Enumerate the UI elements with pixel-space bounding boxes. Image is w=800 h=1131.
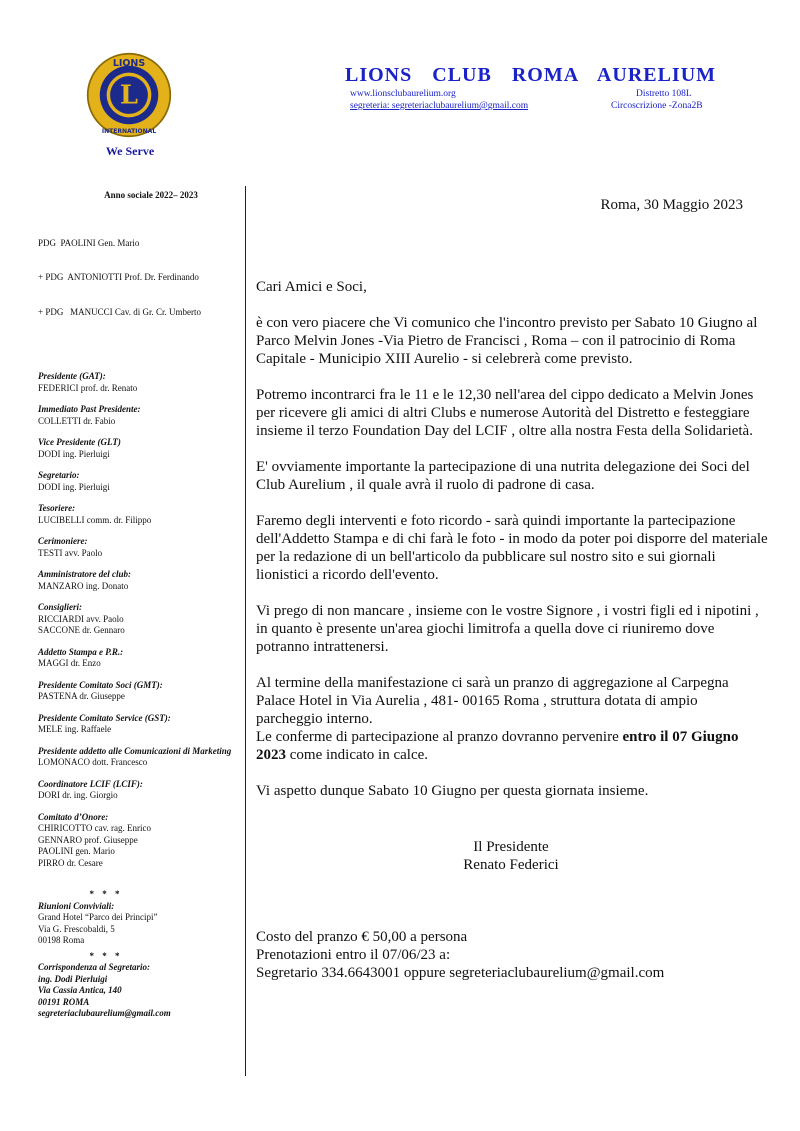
- logo-letter: L: [119, 80, 139, 111]
- letter-body: [256, 196, 768, 982]
- role-title: Tesoriere:: [38, 503, 76, 513]
- role-member: LUCIBELLI comm. dr. Filippo: [38, 514, 152, 525]
- riunioni-line: 00198 Roma: [38, 935, 85, 945]
- website-link[interactable]: www.lionsclubaurelium.org: [350, 89, 456, 99]
- role-block: [38, 470, 244, 493]
- role-title: Presidente Comitato Soci (GMT):: [38, 679, 163, 690]
- role-title: Segretario:: [38, 470, 80, 480]
- confirmation-deadline: entro il 07 Giugno 2023: [256, 729, 739, 763]
- email-link[interactable]: segreteria: segreteriaclubaurelium@gmail.com: [350, 101, 529, 111]
- role-member: SACCONE dr. Gennaro: [38, 625, 125, 635]
- role-title: Presidente Comitato Service (GST):: [38, 712, 171, 723]
- role-title: Presidente (GAT):: [38, 371, 106, 381]
- separator-stars: * * *: [89, 950, 123, 961]
- role-member: TESTI avv. Paolo: [38, 547, 103, 558]
- pdg-item: + PDG MANUCCI Cav. di Gr. Cr. Umberto: [38, 306, 201, 317]
- paragraph-participation: E' ovviamente importante la partecipazione di una nutrita delegazione dei Soci del Club Aurelium , il quale avrà il ruolo di padrone di casa.: [256, 459, 750, 493]
- role-title: Consiglieri:: [38, 602, 83, 612]
- role-member: DORI dr. ing. Giorgio: [38, 790, 118, 800]
- corrispondenza-block: [38, 962, 244, 1020]
- club-name: LIONS CLUB ROMA AURELIUM: [345, 64, 717, 86]
- paragraph-lunch: [256, 674, 768, 764]
- motto: We Serve: [105, 144, 155, 158]
- role-member: MANZARO ing. Donato: [38, 580, 129, 591]
- sidebar: [38, 190, 244, 1020]
- role-member: FEDERICI prof. dr. Renato: [38, 382, 138, 393]
- pdg-item: PDG PAOLINI Gen. Mario: [38, 237, 140, 248]
- role-block: [38, 437, 244, 460]
- pdg-list: [38, 215, 244, 342]
- corrispondenza-title: Corrispondenza al Segretario:: [38, 962, 151, 972]
- role-member: COLLETTI dr. Fabio: [38, 415, 116, 426]
- role-block: [38, 713, 244, 736]
- district-label: Distretto 108L: [636, 89, 692, 99]
- logo-text-top: LIONS: [112, 57, 146, 69]
- role-title: Amministratore del club:: [38, 569, 132, 579]
- role-member: DODI ing. Pierluigi: [38, 481, 110, 492]
- role-member: PAOLINI gen. Mario: [38, 846, 115, 856]
- role-title: Presidente addetto alle Comunicazioni di Marketing: [38, 745, 232, 756]
- role-title: Comitato d’Onore:: [38, 811, 109, 822]
- corrispondenza-line: 00191 ROMA: [38, 996, 90, 1007]
- letter-greeting: Cari Amici e Soci,: [256, 279, 367, 295]
- role-block: [38, 602, 244, 637]
- role-block: [38, 503, 244, 526]
- role-member: PIRRO dr. Cesare: [38, 857, 103, 868]
- confirmation-text-end: come indicato in calce.: [286, 747, 429, 763]
- lunch-confirmation: [256, 728, 768, 764]
- riunioni-line: Grand Hotel “Parco dei Principi”: [38, 912, 158, 922]
- role-title: Immediato Past Presidente:: [38, 404, 141, 414]
- cost-block: [256, 928, 768, 982]
- letter-date: Roma, 30 Maggio 2023: [600, 197, 743, 213]
- paragraph-closing: Vi aspetto dunque Sabato 10 Giugno per questa giornata insieme.: [256, 783, 649, 799]
- role-title: Vice Presidente (GLT): [38, 437, 121, 447]
- role-block: [38, 569, 244, 592]
- role-block: [38, 746, 244, 769]
- corrispondenza-email[interactable]: segreteriaclubaurelium@gmail.com: [38, 1008, 171, 1018]
- booking-contact: Segretario 334.6643001 oppure segreteriaclubaurelium@gmail.com: [256, 965, 665, 981]
- role-block: [38, 371, 244, 394]
- paragraph-family: Vi prego di non mancare , insieme con le vostre Signore , i vostri figli ed i nipotini , in quanto è presente un'area giochi limitrofa a quella dove ci riuniremo dove potranno intrattenersi.: [256, 603, 759, 655]
- role-member: MAGGI dr. Enzo: [38, 658, 101, 668]
- roles-list: [38, 371, 244, 869]
- role-member: MELE ing. Raffaele: [38, 724, 112, 734]
- riunioni-block: [38, 901, 244, 947]
- paragraph-press: Faremo degli interventi e foto ricordo - sarà quindi importante la partecipazione dell'Addetto Stampa e di chi farà le foto - in modo da poter poi disporre del materiale per la redazione di un bell'articolo da pubblicare sul nostro sito e sui giornali lionistici a ricordo dell'evento.: [256, 513, 768, 583]
- booking-deadline: Prenotazioni entro il 07/06/23 a:: [256, 947, 451, 963]
- pdg-item: + PDG ANTONIOTTI Prof. Dr. Ferdinando: [38, 272, 199, 282]
- signature-block: [396, 838, 626, 874]
- role-member: LOMONACO dott. Francesco: [38, 757, 148, 767]
- role-title: Coordinatore LCIF (LCIF):: [38, 778, 143, 789]
- role-member: GENNARO prof. Giuseppe: [38, 834, 138, 845]
- corrispondenza-line: ing. Dodi Pierluigi: [38, 973, 108, 984]
- confirmation-text: Le conferme di partecipazione al pranzo dovranno pervenire: [256, 729, 623, 745]
- role-member: CHIRICOTTO cav. rag. Enrico: [38, 823, 151, 833]
- role-block: [38, 812, 244, 870]
- anno-sociale: Anno sociale 2022– 2023: [104, 190, 198, 200]
- role-block: [38, 536, 244, 559]
- lions-international-logo: [86, 52, 172, 138]
- role-title: Cerimoniere:: [38, 536, 88, 546]
- role-member: DODI ing. Pierluigi: [38, 448, 110, 459]
- paragraph-meeting: Potremo incontrarci fra le 11 e le 12,30 nell'area del cippo dedicato a Melvin Jones per ricevere gli amici di altri Clubs e numerose Autorità del Distretto e festeggiare insieme il terzo Foundation Day del LCIF , oltre alla nostra Festa della Solidarietà.: [256, 387, 754, 439]
- role-member: PASTENA dr. Giuseppe: [38, 691, 125, 701]
- role-block: [38, 779, 244, 802]
- role-title: Addetto Stampa e P.R.:: [38, 646, 124, 657]
- riunioni-title: Riunioni Conviviali:: [38, 900, 115, 911]
- riunioni-line: Via G. Frescobaldi, 5: [38, 923, 115, 934]
- signature-role: Il Presidente: [473, 839, 549, 855]
- role-member: RICCIARDI avv. Paolo: [38, 613, 124, 624]
- corrispondenza-line: Via Cassia Antica, 140: [38, 985, 122, 995]
- logo-text-bottom: INTERNATIONAL: [101, 127, 157, 135]
- paragraph-intro: è con vero piacere che Vi comunico che l'incontro previsto per Sabato 10 Giugno al Parco Melvin Jones -Via Pietro de Francisci , Roma – con il patrocinio di Roma Capitale - Municipio XIII Aurelio - si celebrerà come previsto.: [256, 315, 758, 367]
- lunch-cost: Costo del pranzo € 50,00 a persona: [256, 929, 468, 945]
- role-block: [38, 404, 244, 427]
- role-block: [38, 680, 244, 703]
- vertical-divider: [245, 186, 246, 1076]
- signature-name: Renato Federici: [463, 857, 559, 873]
- role-block: [38, 647, 244, 670]
- separator-stars: * * *: [89, 889, 123, 899]
- circoscrizione-label: Circoscrizione -Zona2B: [611, 101, 703, 111]
- lunch-details: Al termine della manifestazione ci sarà un pranzo di aggregazione al Carpegna Palace Hotel in Via Aurelia , 481- 00165 Roma , struttura dotata di ampio parcheggio interno.: [256, 675, 729, 727]
